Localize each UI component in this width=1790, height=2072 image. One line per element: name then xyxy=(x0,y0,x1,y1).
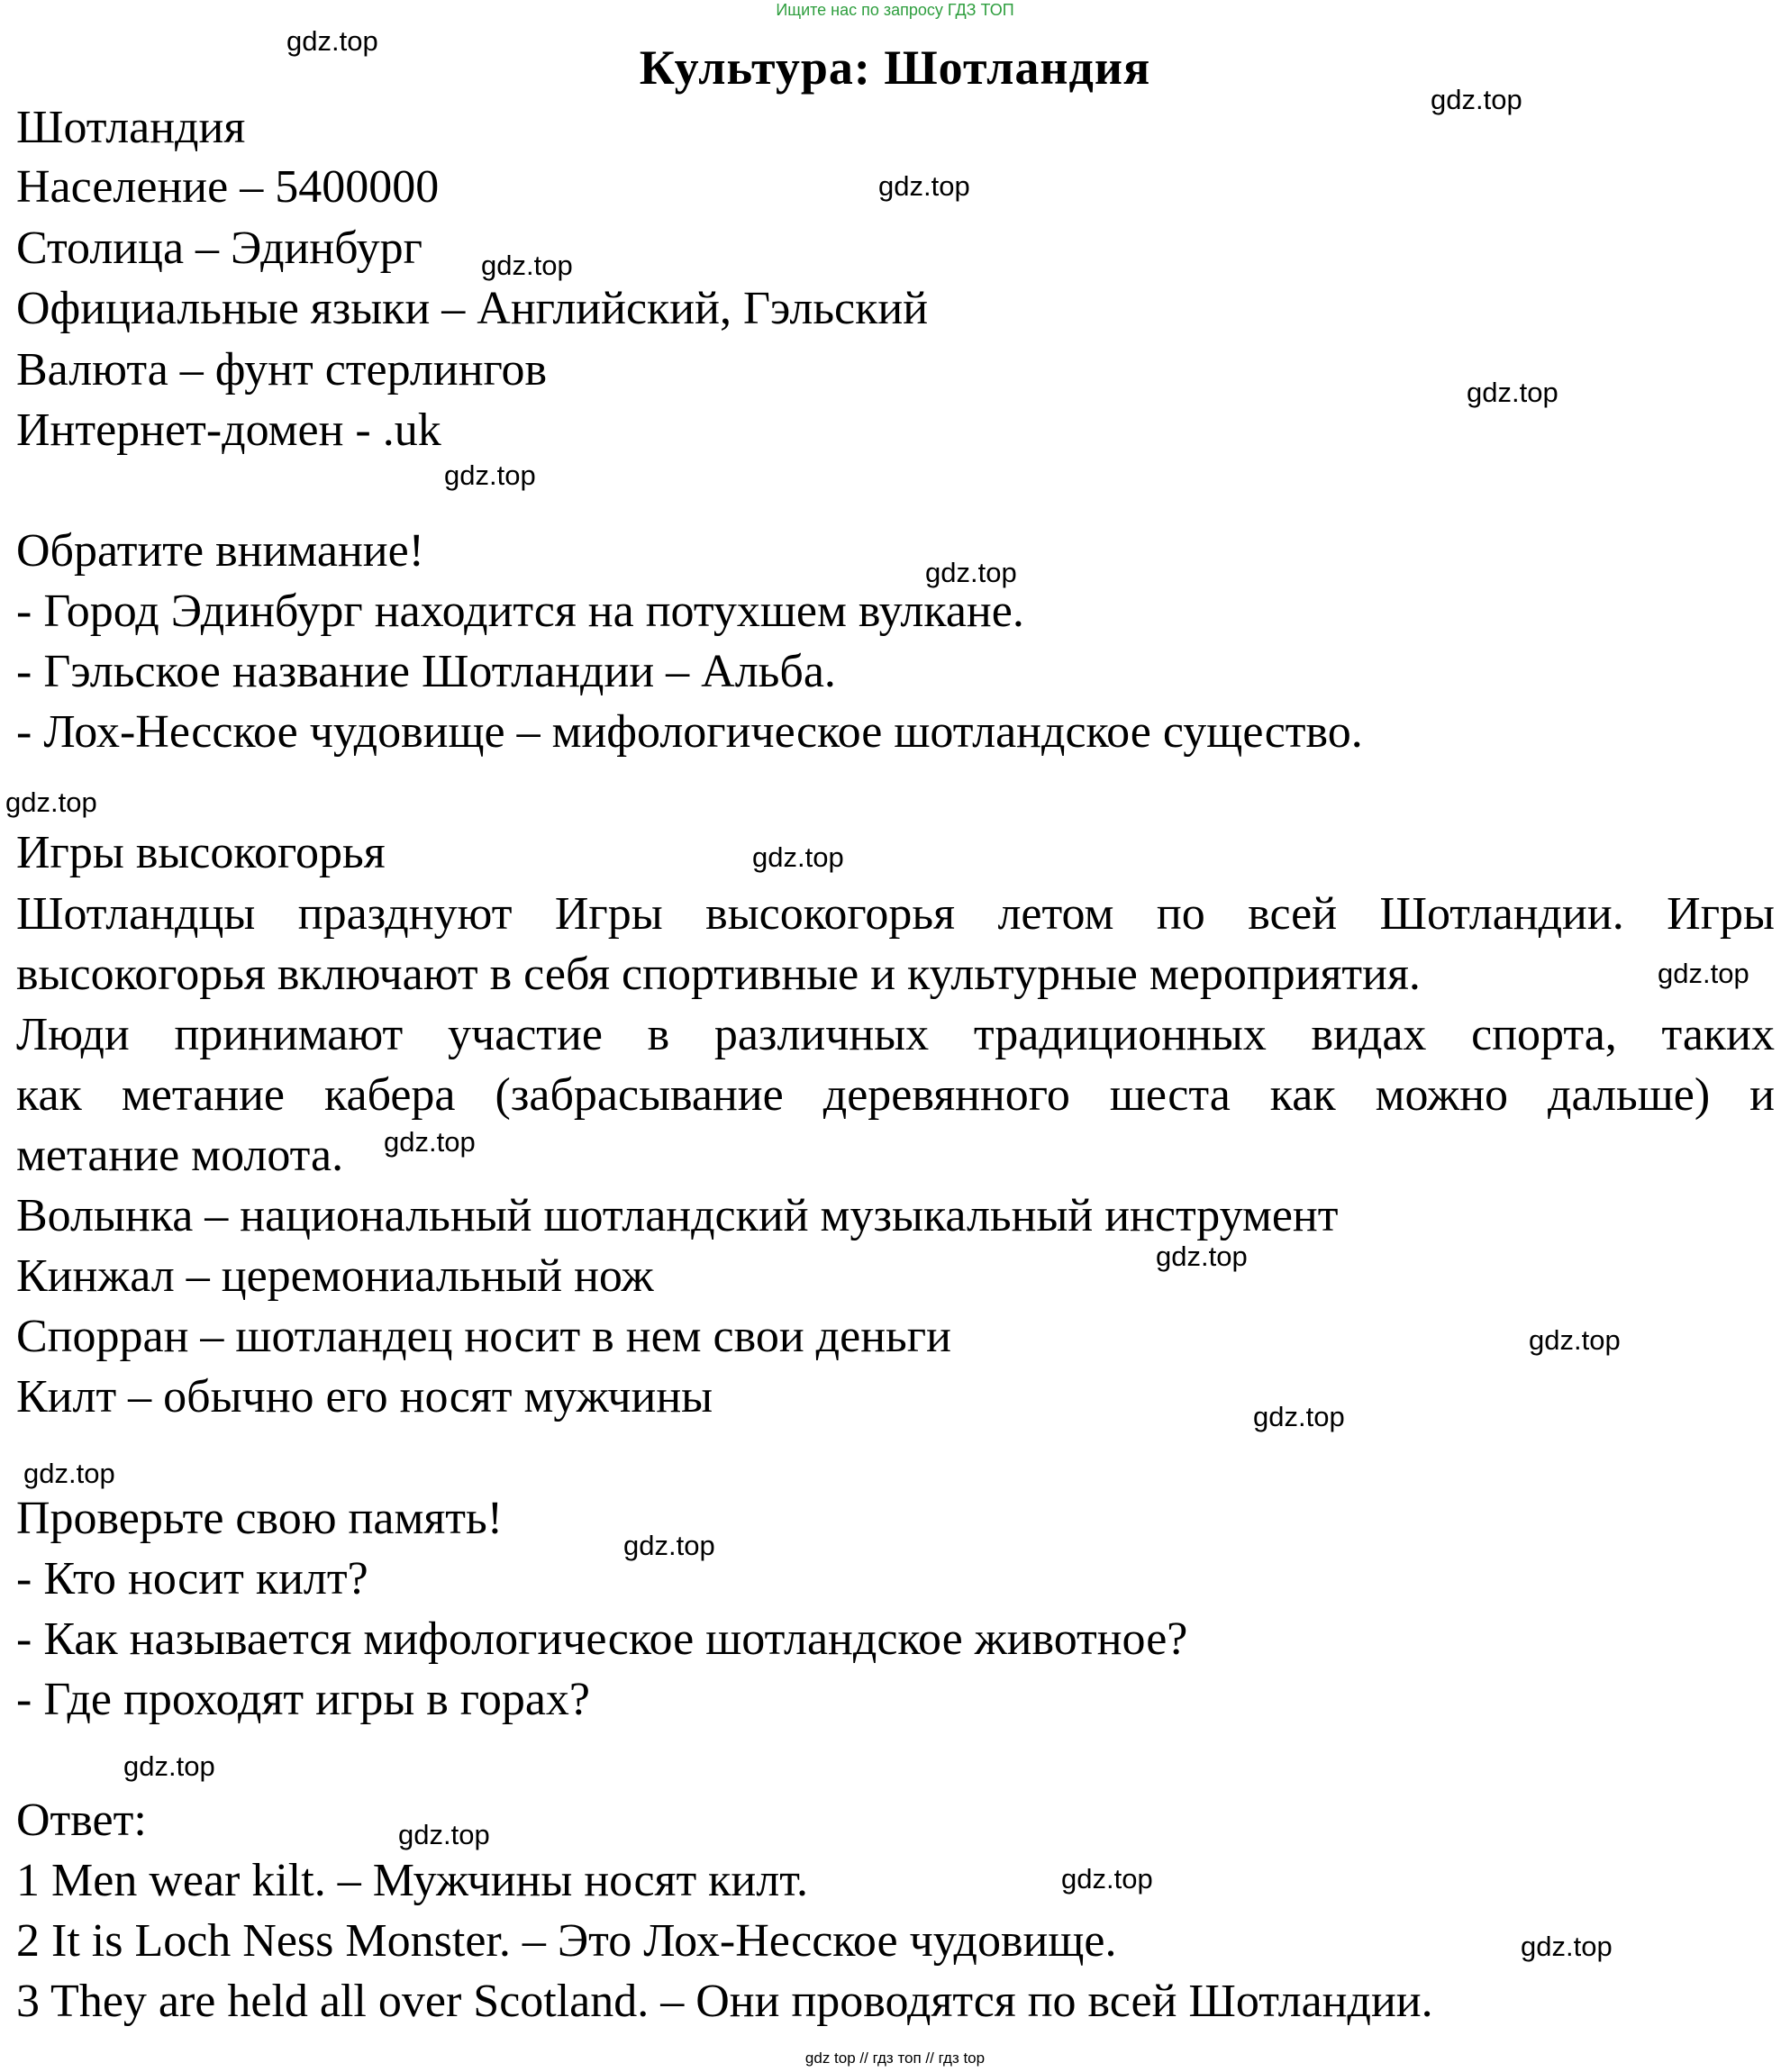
games-paragraph-line: метание молота. xyxy=(16,1130,344,1181)
memory-question: - Как называется мифологическое шотландское животное? xyxy=(16,1613,1188,1665)
footer-note: gdz top // гдз топ // гдз top xyxy=(804,2049,986,2067)
games-heading: Игры высокогорья xyxy=(16,827,386,878)
watermark: gdz.top xyxy=(444,459,536,491)
watermark: gdz.top xyxy=(1253,1401,1345,1432)
games-paragraph-line: как метание кабера (забрасывание деревянного шеста как можно дальше) и xyxy=(16,1069,1775,1121)
attention-item: - Город Эдинбург находится на потухшем вулкане. xyxy=(16,586,1024,637)
watermark: gdz.top xyxy=(878,170,970,202)
page-title: Культура: Шотландия xyxy=(639,41,1151,95)
memory-heading: Проверьте свою память! xyxy=(16,1493,504,1544)
watermark: gdz.top xyxy=(1156,1240,1248,1272)
answer-item: 2 It is Loch Ness Monster. – Это Лох-Несское чудовище. xyxy=(16,1915,1117,1967)
fact-domain: Интернет-домен - .uk xyxy=(16,404,441,456)
attention-heading: Обратите внимание! xyxy=(16,525,424,577)
watermark: gdz.top xyxy=(1467,377,1558,408)
games-item: Спорран – шотландец носит в нем свои деньги xyxy=(16,1311,951,1362)
fact-country: Шотландия xyxy=(16,102,246,153)
watermark: gdz.top xyxy=(623,1530,715,1561)
watermark: gdz.top xyxy=(123,1750,215,1782)
watermark: gdz.top xyxy=(1658,958,1749,989)
watermark: gdz.top xyxy=(23,1458,115,1489)
watermark: gdz.top xyxy=(752,841,844,873)
attention-item: - Гэльское название Шотландии – Альба. xyxy=(16,646,836,697)
watermark: gdz.top xyxy=(1431,84,1522,115)
fact-capital: Столица – Эдинбург xyxy=(16,223,423,274)
games-item: Килт – обычно его носят мужчины xyxy=(16,1371,713,1422)
games-item: Волынка – национальный шотландский музыкальный инструмент xyxy=(16,1190,1339,1241)
watermark: gdz.top xyxy=(384,1126,476,1158)
watermark: gdz.top xyxy=(286,25,378,57)
fact-currency: Валюта – фунт стерлингов xyxy=(16,344,548,395)
top-note: Ищите нас по запросу ГДЗ ТОП xyxy=(776,1,1014,19)
watermark: gdz.top xyxy=(398,1819,490,1850)
memory-question: - Где проходят игры в горах? xyxy=(16,1674,590,1725)
memory-question: - Кто носит килт? xyxy=(16,1553,368,1604)
watermark: gdz.top xyxy=(481,250,573,281)
watermark: gdz.top xyxy=(5,786,97,818)
games-paragraph-line: Люди принимают участие в различных традиционных видах спорта, таких xyxy=(16,1009,1775,1060)
games-paragraph-line: высокогорья включают в себя спортивные и культурные мероприятия. xyxy=(16,949,1421,1000)
answer-heading: Ответ: xyxy=(16,1795,147,1846)
games-paragraph-line: Шотландцы празднуют Игры высокогорья летом по всей Шотландии. Игры xyxy=(16,888,1775,940)
games-item: Кинжал – церемониальный нож xyxy=(16,1250,654,1302)
watermark: gdz.top xyxy=(925,557,1017,588)
attention-item: - Лох-Несское чудовище – мифологическое шотландское существо. xyxy=(16,706,1363,758)
fact-languages: Официальные языки – Английский, Гэльский xyxy=(16,283,929,334)
watermark: gdz.top xyxy=(1529,1324,1621,1356)
answer-item: 1 Men wear kilt. – Мужчины носят килт. xyxy=(16,1855,809,1906)
watermark: gdz.top xyxy=(1061,1863,1153,1895)
answer-item: 3 They are held all over Scotland. – Они проводятся по всей Шотландии. xyxy=(16,1976,1433,2027)
fact-population: Население – 5400000 xyxy=(16,161,440,213)
watermark: gdz.top xyxy=(1521,1931,1613,1962)
